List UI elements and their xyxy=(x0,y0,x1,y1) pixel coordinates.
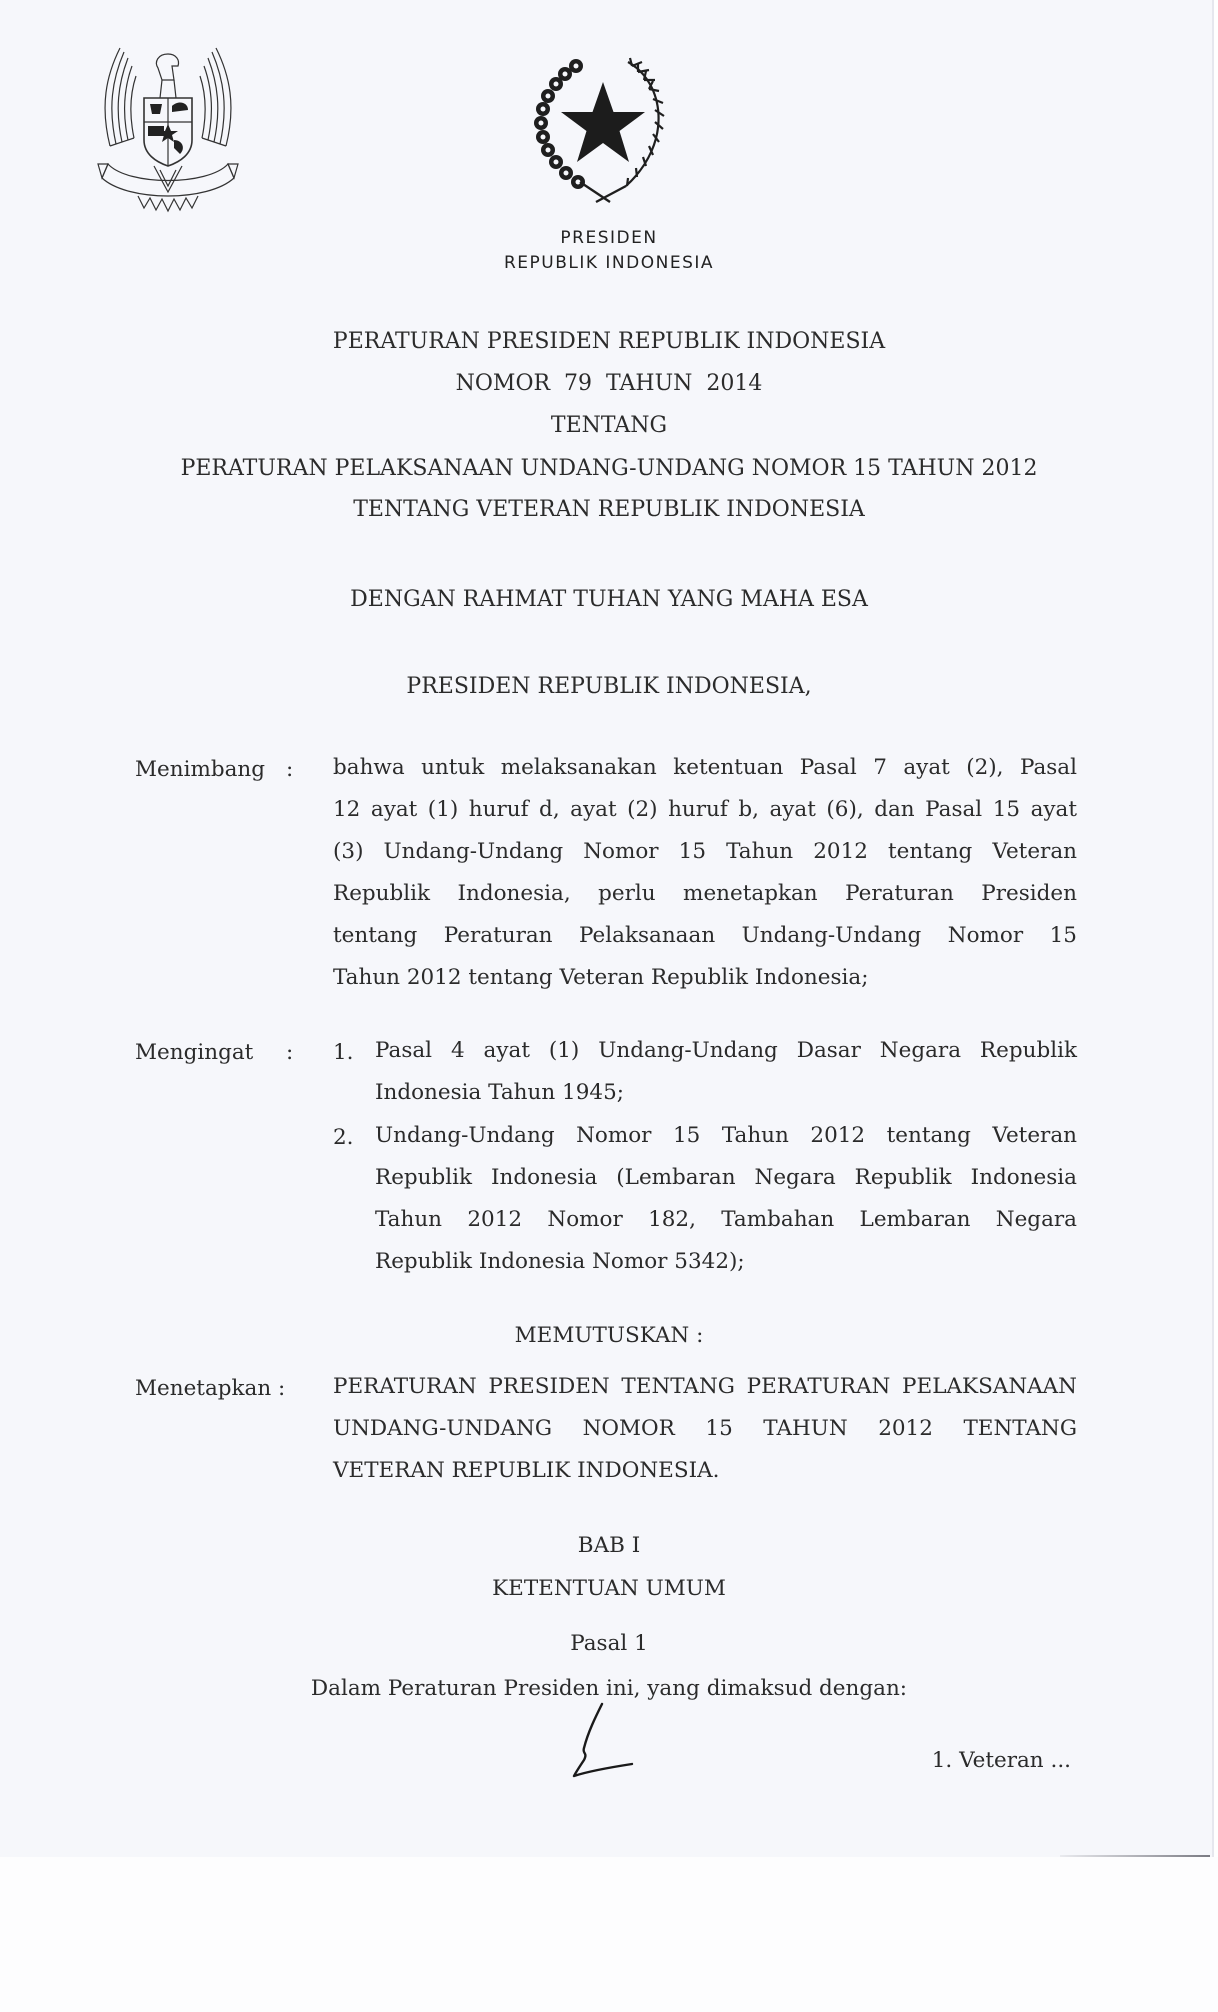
mengingat-item-2 xyxy=(375,1115,1077,1283)
title-line-3: TENTANG xyxy=(550,413,668,438)
menetapkan-label: Menetapkan xyxy=(135,1376,272,1401)
menetapkan-line: PERATURAN PRESIDEN TENTANG PERATURAN PELAKSANAAN xyxy=(333,1374,1077,1399)
mengingat-item-line: Republik Indonesia (Lembaran Negara Republik Indonesia xyxy=(375,1165,1077,1190)
menetapkan-line: VETERAN REPUBLIK INDONESIA. xyxy=(333,1458,720,1483)
title-line-2: NOMOR 79 TAHUN 2014 xyxy=(455,371,763,396)
title-line-5: TENTANG VETERAN REPUBLIK INDONESIA xyxy=(353,497,865,522)
blank-scan-area xyxy=(0,1857,1218,2012)
memutuskan-heading: MEMUTUSKAN : xyxy=(514,1323,704,1348)
title-line-4: PERATURAN PELAKSANAAN UNDANG-UNDANG NOMOR 15 TAHUN 2012 xyxy=(180,456,1038,481)
menimbang-line: (3) Undang-Undang Nomor 15 Tahun 2012 tentang Veteran xyxy=(333,839,1077,864)
menetapkan-text xyxy=(333,1366,1077,1492)
mengingat-item-line: Republik Indonesia Nomor 5342); xyxy=(375,1249,745,1274)
mengingat-item-line: Tahun 2012 Nomor 182, Tambahan Lembaran Negara xyxy=(375,1207,1077,1232)
mengingat-item-line: Pasal 4 ayat (1) Undang-Undang Dasar Negara Republik xyxy=(375,1038,1077,1063)
letterhead-republik-indonesia: REPUBLIK INDONESIA xyxy=(503,253,715,273)
bab-heading: BAB I xyxy=(577,1533,641,1558)
garuda-emblem-icon xyxy=(88,36,248,218)
letterhead-presiden: PRESIDEN xyxy=(560,228,658,248)
invocation: DENGAN RAHMAT TUHAN YANG MAHA ESA xyxy=(350,587,868,612)
pasal-heading: Pasal 1 xyxy=(570,1631,648,1656)
menimbang-line: Republik Indonesia, perlu menetapkan Peraturan Presiden xyxy=(333,881,1077,906)
menetapkan-colon: : xyxy=(278,1376,286,1401)
menimbang-line: 12 ayat (1) huruf d, ayat (2) huruf b, ayat (6), dan Pasal 15 ayat xyxy=(333,797,1077,822)
pasal-intro: Dalam Peraturan Presiden ini, yang dimaksud dengan: xyxy=(310,1676,908,1701)
menimbang-text xyxy=(333,747,1077,999)
mengingat-item-line: Undang-Undang Nomor 15 Tahun 2012 tentang Veteran xyxy=(375,1123,1077,1148)
mengingat-item-1 xyxy=(375,1030,1077,1114)
continuation-marker: 1. Veteran ... xyxy=(931,1748,1071,1773)
mengingat-item-2-number: 2. xyxy=(333,1125,354,1150)
title-line-1: PERATURAN PRESIDEN REPUBLIK INDONESIA xyxy=(332,329,886,354)
menimbang-line: tentang Peraturan Pelaksanaan Undang-Undang Nomor 15 xyxy=(333,923,1077,948)
menimbang-label: Menimbang xyxy=(135,757,266,782)
mengingat-item-line: Indonesia Tahun 1945; xyxy=(375,1080,625,1105)
menetapkan-line: UNDANG-UNDANG NOMOR 15 TAHUN 2012 TENTANG xyxy=(333,1416,1077,1441)
issuer: PRESIDEN REPUBLIK INDONESIA, xyxy=(406,674,812,699)
bab-title: KETENTUAN UMUM xyxy=(492,1576,726,1601)
presidential-seal-icon xyxy=(528,52,678,204)
mengingat-label: Mengingat xyxy=(135,1040,254,1065)
menimbang-line: Tahun 2012 tentang Veteran Republik Indonesia; xyxy=(333,965,869,990)
paraf-signature-icon xyxy=(572,1702,638,1778)
mengingat-colon: : xyxy=(286,1040,294,1065)
menimbang-line: bahwa untuk melaksanakan ketentuan Pasal 7 ayat (2), Pasal xyxy=(333,755,1077,780)
menimbang-colon: : xyxy=(286,757,294,782)
mengingat-item-1-number: 1. xyxy=(333,1040,354,1065)
